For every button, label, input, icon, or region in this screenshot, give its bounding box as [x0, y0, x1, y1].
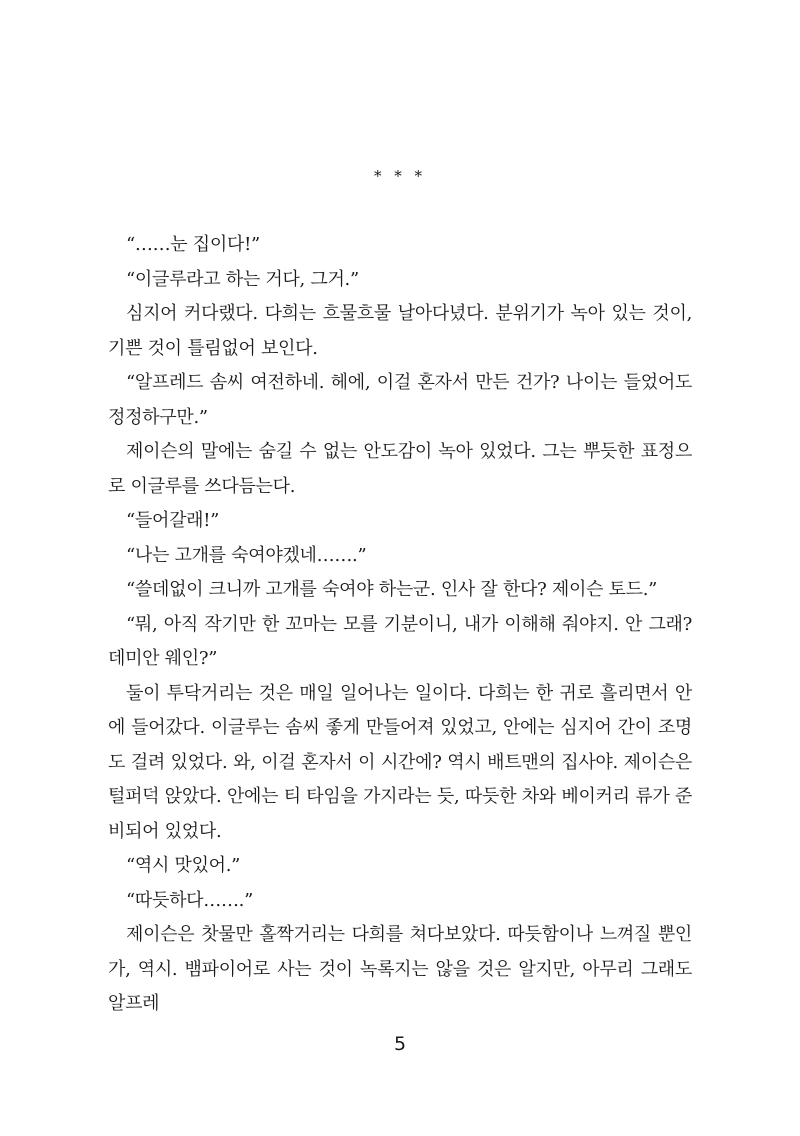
paragraph: “알프레드 솜씨 여전하네. 헤에, 이걸 혼자서 만든 건가? 나이는 들었어도 정정하구만.” — [108, 372, 692, 428]
paragraph: “역시 맛있어.” — [126, 855, 241, 876]
paragraph: “따듯하다…….” — [126, 889, 253, 911]
paragraph: “나는 고개를 숙여야겠네…….” — [126, 544, 367, 566]
paragraph: “들어갈래!” — [126, 510, 220, 531]
page-number: 5 — [393, 1033, 407, 1055]
body-text — [108, 228, 692, 1022]
paragraph: “이글루라고 하는 거다, 그거.” — [126, 268, 359, 290]
paragraph: 둘이 투닥거리는 것은 매일 일어나는 일이다. 다희는 한 귀로 흘리면서 안에 들어갔다. 이글루는 솜씨 좋게 만들어져 있었고, 안에는 심지어 간이 조명도 걸려 있었다. 와, 이걸 혼자서 이 시간에? 역시 배트맨의 집사야. 제이슨은 털퍼덕 앉았다. 안에는 티 타임을 가지라는 듯, 따듯한 차와 베이커리 류가 준비되어 있었다. — [108, 682, 692, 842]
paragraph: “……눈 집이다!” — [126, 234, 260, 255]
paragraph: 제이슨은 찻물만 홀짝거리는 다희를 쳐다보았다. 따듯함이나 느껴질 뿐인가, 역시. 뱀파이어로 사는 것이 녹록지는 않을 것은 알지만, 아무리 그래도 알프레 — [108, 924, 692, 1014]
paragraph: “뭐, 아직 작기만 한 꼬마는 모를 기분이니, 내가 이해해 줘야지. 안 그래? 데미안 웨인?” — [108, 613, 692, 669]
paragraph: 제이슨의 말에는 숨길 수 없는 안도감이 녹아 있었다. 그는 뿌듯한 표정으로 이글루를 쓰다듬는다. — [108, 441, 692, 497]
paragraph: “쓸데없이 크니까 고개를 숙여야 하는군. 인사 잘 한다? 제이슨 토드.” — [126, 579, 658, 600]
section-separator: * * * — [373, 167, 427, 185]
paragraph: 심지어 커다랬다. 다희는 흐물흐물 날아다녔다. 분위기가 녹아 있는 것이, 기쁜 것이 틀림없어 보인다. — [108, 303, 692, 359]
